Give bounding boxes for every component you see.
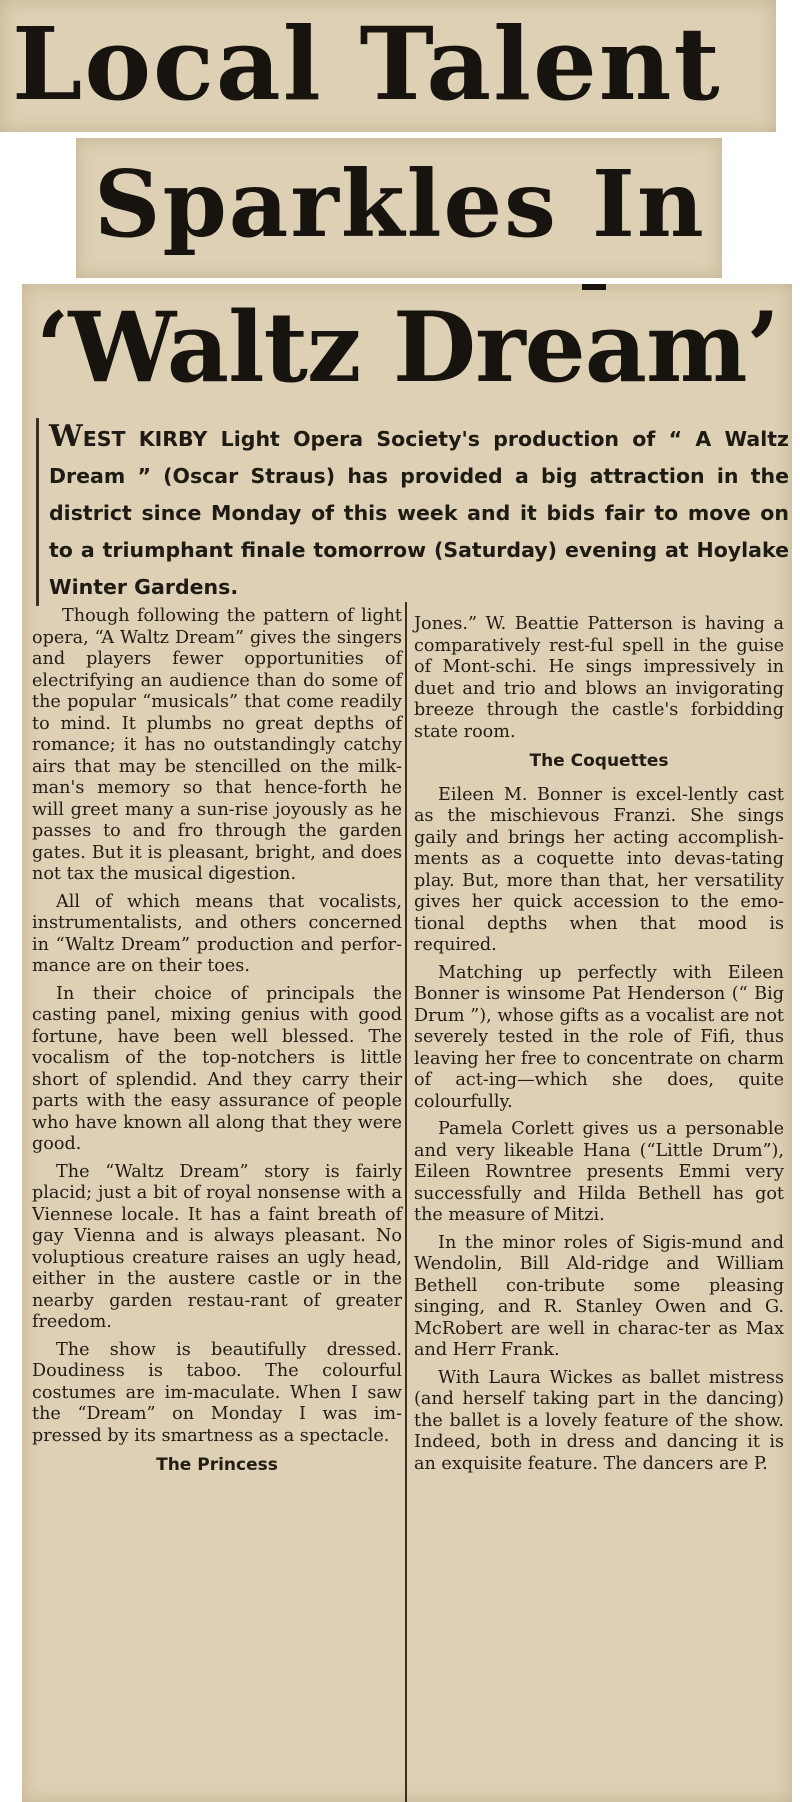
article-clipping (22, 284, 792, 1802)
right-paragraph-3: Matching up perfectly with Eileen Bonner is winsome Pat Henderson (“ Big Drum ”), whose gifts as a vocalist are not severely tested in the role of Fifi, thus leaving her free to concentrate on charm of act-ing—which she does, quite colourfully. (414, 962, 784, 1112)
right-paragraph-1: Jones.” W. Beattie Patterson is having a comparatively rest-ful spell in the guise of Mont-schi. He sings impressively in duet and trio and blows an invigorating breeze through the castle's forbidding state room. (414, 614, 784, 742)
headline-clipping-2 (76, 138, 722, 278)
left-paragraph-2: All of which means that vocalists, instrumentalists, and others concerned in “Waltz Dream” production and perfor-mance are on their toes. (32, 891, 402, 976)
lead-text: EST KIRBY Light Opera Society's production of “ A Waltz Dream ” (Oscar Straus) has provided a big attraction in the district since Monday of this week and it bids fair to move on to a triumphant finale tomorrow (Saturday) evening at Hoylake Winter Gardens. (49, 427, 789, 599)
right-paragraph-2: Eileen M. Bonner is excel-lently cast as the mischievous Franzi. She sings gaily and brings her acting accomplish-ments as a coquette into devas-tating play. But, more than that, her versatility gives her quick accession to the emo-tional depths when that mood is required. (414, 784, 784, 955)
left-paragraph-3: In their choice of principals the casting panel, mixing genius with good fortune, have been well blessed. The vocalism of the top-notchers is little short of splendid. And they carry their parts with the easy assurance of people who have known all along that they were good. (32, 983, 402, 1154)
headline-clipping-1 (0, 0, 776, 132)
headline-line-1: Local Talent (12, 5, 722, 123)
right-column (414, 614, 784, 1481)
print-mark (582, 284, 606, 290)
headline-line-2: Sparkles In (94, 150, 706, 258)
left-paragraph-4: The “Waltz Dream” story is fairly placid; just a bit of royal nonsense with a Viennese locale. It has a faint breath of gay Vienna and is always pleasant. No voluptious creature raises an ugly head, either in the austere castle or in the nearby garden restau-rant of greater freedom. (32, 1161, 402, 1332)
right-paragraph-6: With Laura Wickes as ballet mistress (and herself taking part in the dancing) the ballet is a lovely feature of the show. Indeed, both in dress and dancing it is an exquisite feature. The dancers are P. (414, 1367, 784, 1474)
lead-paragraph (36, 418, 789, 606)
lead-drop-letter: W (49, 419, 83, 454)
column-divider (405, 602, 407, 1802)
right-paragraph-5: In the minor roles of Sigis-mund and Wendolin, Bill Ald-ridge and William Bethell con-tribute some pleasing singing, and R. Stanley Owen and G. McRobert are well in charac-ter as Max and Herr Frank. (414, 1232, 784, 1360)
left-paragraph-1: Though following the pattern of light opera, “A Waltz Dream” gives the singers and players fewer opportunities of electrifying an audience than do some of the popular “musicals” that come readily to mind. It plumbs no great depths of romance; it has no outstandingly catchy airs that may be stencilled on the milk-man's memory so that hence-forth he will greet many a sun-rise joyously as he passes to and fro through the garden gates. But it is pleasant, bright, and does not tax the musical digestion. (32, 606, 402, 884)
subhead-princess: The Princess (156, 1455, 278, 1475)
headline-line-3: ‘Waltz Dream’ (36, 291, 779, 404)
left-column (32, 606, 402, 1489)
subhead-coquettes: The Coquettes (529, 751, 669, 771)
right-paragraph-4: Pamela Corlett gives us a personable and very likeable Hana (“Little Drum”), Eileen Rowntree presents Emmi very successfully and Hilda Bethell has got the measure of Mitzi. (414, 1119, 784, 1225)
left-paragraph-5: The show is beautifully dressed. Doudiness is taboo. The colourful costumes are im-maculate. When I saw the “Dream” on Monday I was im-pressed by its smartness as a spectacle. (32, 1339, 402, 1446)
